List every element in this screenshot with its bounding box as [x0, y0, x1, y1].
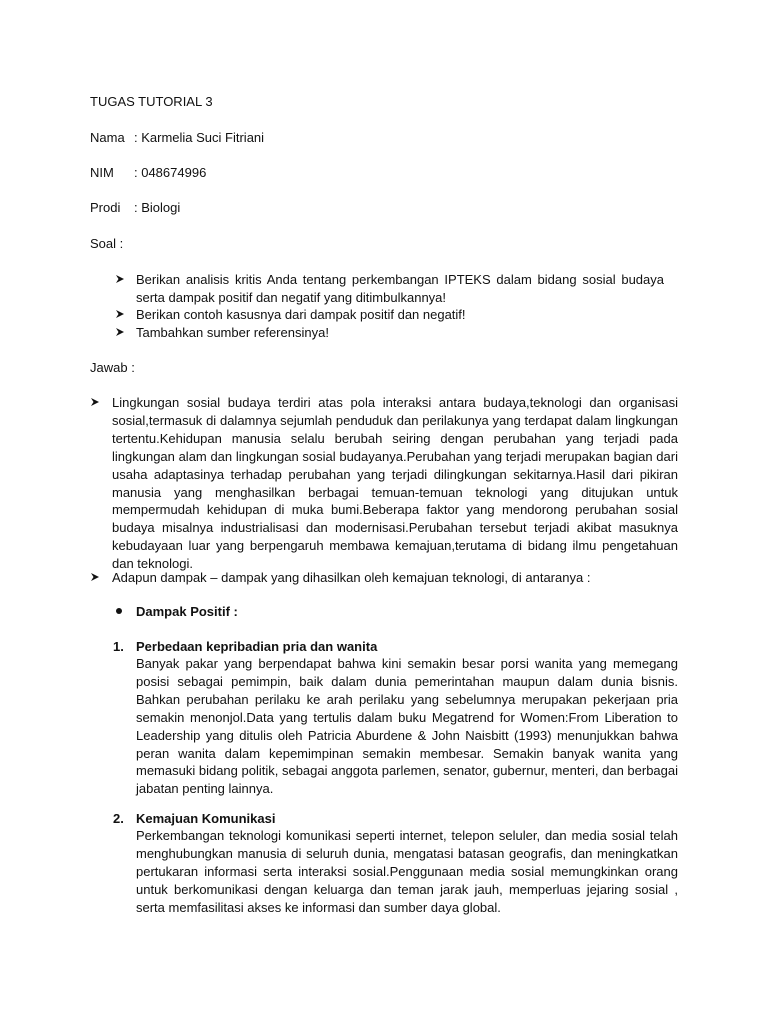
arrow-bullet-icon	[115, 271, 125, 288]
field-label-nama: Nama	[90, 130, 125, 145]
dampak-intro: Adapun dampak – dampak yang dihasilkan oleh kemajuan teknologi, di antaranya :	[112, 570, 591, 585]
field-value-nama: : Karmelia Suci Fitriani	[134, 130, 265, 145]
bullet-dot-icon	[116, 608, 122, 614]
dampak-positif-heading: Dampak Positif :	[136, 604, 238, 619]
arrow-bullet-icon	[115, 324, 125, 341]
field-label-prodi: Prodi	[90, 200, 121, 215]
field-value-nim: : 048674996	[134, 165, 207, 180]
intro-paragraph: Lingkungan sosial budaya terdiri atas pola interaksi antara budaya,teknologi dan organisasi sosial,termasuk di dalamnya sejumlah penduduk dan perilakunya yang terdapat dalam lingkungan tertentu.Kehidupan manusia selalu berubah seiring dengan perubahan yang terjadi pada lingkungan alam dan lingkungan sosial budayanya.Perubahan yang terjadi merupakan bagian dari usaha adaptasinya terhadap perubahan yang terjadi dilingkungan sekitarnya.Hasil dari pikiran manusia yang menghasilkan berbagai temuan-temuan teknologi yang ditujukan untuk mempermudah kehidupan di muka bumi.Beberapa faktor yang mendorong perubahan sosial budaya misalnya industrialisasi dan modernisasi.Perubahan tersebut terjadi akibat masuknya kebudayaan luar yang berpengaruh membawa kemajuan,terutama di bidang ilmu pengetahuan dan teknologi.	[112, 395, 678, 572]
point-number: 2.	[113, 811, 124, 826]
soal-item: Tambahkan sumber referensinya!	[136, 325, 329, 340]
soal-item: Berikan analisis kritis Anda tentang perkembangan IPTEKS dalam bidang sosial budaya serta dampak positif dan negatif yang ditimbulkannya!	[136, 272, 664, 305]
arrow-bullet-icon	[115, 306, 125, 323]
point-heading: Kemajuan Komunikasi	[136, 811, 276, 826]
soal-item: Berikan contoh kasusnya dari dampak positif dan negatif!	[136, 307, 466, 322]
soal-label: Soal :	[90, 236, 124, 251]
field-value-prodi: : Biologi	[134, 200, 181, 215]
arrow-bullet-icon	[90, 569, 100, 586]
point-number: 1.	[113, 639, 124, 654]
jawab-label: Jawab :	[90, 360, 135, 375]
point-body: Banyak pakar yang berpendapat bahwa kini semakin besar porsi wanita yang memegang posisi sebagai pemimpin, baik dalam dunia pemerintahan maupun dalam dunia bisnis. Bahkan perubahan perilaku ke arah perilaku yang sebelumnya merupakan pekerjaan pria semakin menonjol.Data yang tertulis dalam buku Megatrend for Women:From Liberation to Leadership yang ditulis oleh Patricia Aburdene & John Naisbitt (1993) menunjukkan bahwa peran wanita dalam kepemimpinan semakin membesar. Semakin banyak wanita yang memasuki bidang politik, sebagai anggota parlemen, senator, gubernur, menteri, dan berbagai jabatan penting lainnya.	[136, 656, 679, 797]
point-body: Perkembangan teknologi komunikasi seperti internet, telepon seluler, dan media sosial telah menghubungkan manusia di seluruh dunia, mengatasi batasan geografis, dan meningkatkan pertukaran informasi serta interaksi sosial.Penggunaan media sosial memungkinkan orang untuk berkomunikasi dengan keluarga dan teman jarak jauh, memperluas jejaring sosial , serta memfasilitasi akses ke informasi dan sumber daya global.	[136, 828, 678, 915]
field-label-nim: NIM	[90, 165, 114, 180]
document-title: TUGAS TUTORIAL 3	[90, 94, 213, 109]
arrow-bullet-icon	[90, 394, 100, 411]
point-heading: Perbedaan kepribadian pria dan wanita	[136, 639, 378, 654]
